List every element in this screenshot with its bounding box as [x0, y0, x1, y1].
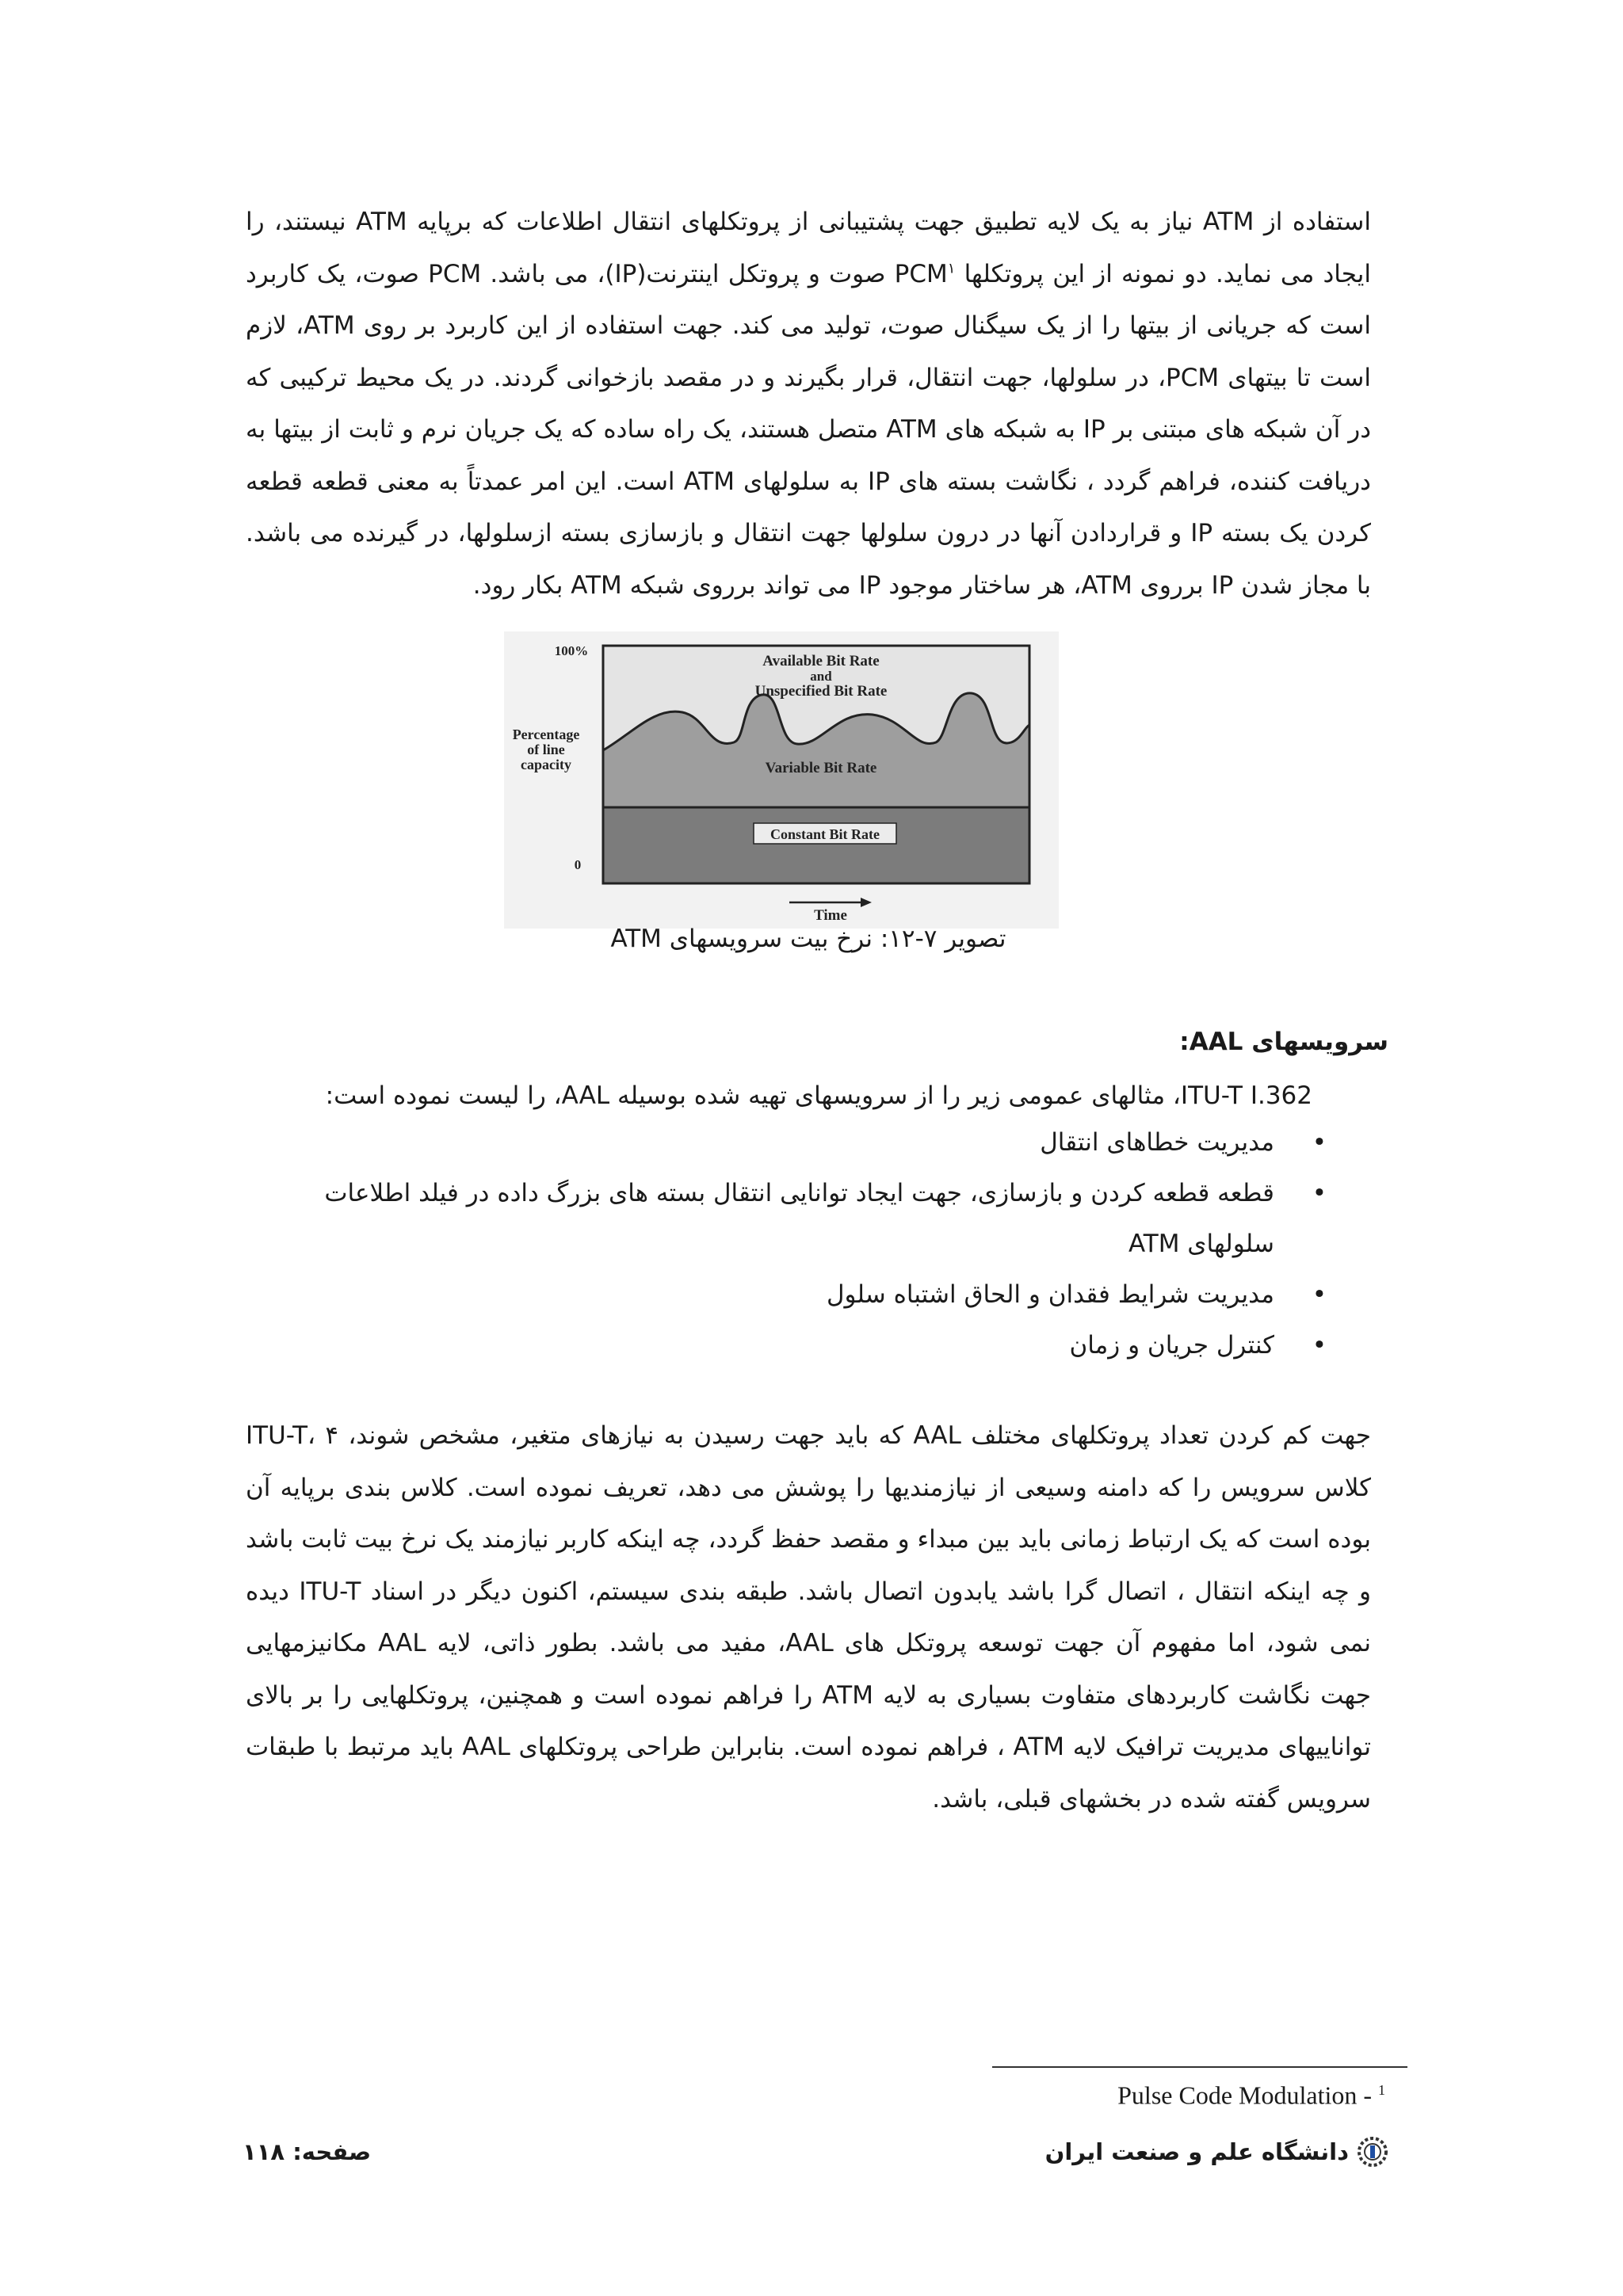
university-logo-icon — [1357, 2136, 1388, 2168]
y-axis-label-line2: of line — [527, 742, 565, 757]
list-item — [246, 1269, 1330, 1320]
aal-classes-paragraph: جهت کم کردن تعداد پروتکلهای مختلف AAL که باید جهت رسیدن به نیازهای متغیر، مشخص شوند، ITU-T، ۴ کلاس سرویس را که دامنه وسیعی از نیازمندیها را پوشش می دهد، تعریف نموده است. کلاس بندی برپایه آن بوده است که یک ارتباط زمانی باید بین مبداء و مقصد حفظ گردد، چه اینکه کاربر نیازمند یک نرخ بیت ثابت باشد و چه اینکه انتقال ، اتصال گرا باشد یابدون اتصال باشد. طبقه بندی سیستم، اکنون دیگر در اسناد ITU-T دیده نمی شود، اما مفهوم آن جهت توسعه پروتکل های AAL، مفید می باشد. بطور ذاتی، لایه AAL مکانیزمهایی جهت نگاشت کاربردهای متفاوت بسیاری به لایه ATM را فراهم نموده است و همچنین، پروتکلهایی را بر بالای تواناییهای مدیریت ترافیک لایه ATM ، فراهم نموده است. بنابراین طراحی پروتکلهای AAL باید مرتبط با طبقات سرویس گفته شده در بخشهای قبلی، باشد. — [246, 1421, 1371, 1814]
footnote-divider — [992, 2066, 1407, 2068]
paragraph-text-part1: استفاده از ATM نیاز به یک لایه تطبیق جهت پشتیبانی از پروتکلهای انتقال اطلاعات که برپایه ATM نیستند، را ایجاد می نماید. دو نمونه از این پروتکلها PCM — [246, 208, 1372, 288]
x-axis-label: Time — [814, 907, 847, 924]
aal-services-list — [246, 1117, 1330, 1371]
university-name: دانشگاه علم و صنعت ایران — [1044, 2138, 1349, 2165]
list-item-text: مدیریت خطاهای انتقال — [1040, 1128, 1274, 1157]
list-item — [246, 1320, 1330, 1371]
abr-label-line2: and — [810, 669, 832, 684]
abr-label-line3: Unspecified Bit Rate — [754, 683, 888, 700]
footer-university — [1045, 2134, 1388, 2170]
list-item — [246, 1117, 1330, 1168]
y-axis-bottom-label: 0 — [574, 857, 582, 872]
bullet-dot: • — [1312, 1128, 1327, 1157]
section-intro: ITU-T I.362، مثالهای عمومی زیر را از سرویسهای تهیه شده بوسیله AAL، را لیست نموده است: — [325, 1081, 1312, 1110]
intro-paragraph — [246, 196, 1371, 612]
atm-bit-rate-figure — [504, 631, 1059, 929]
paragraph-text-part2: صوت و پروتکل اینترنت(IP)، می باشد. PCM صوت، یک کاربرد است که جریانی از بیتها را از یک سیگنال صوت، تولید می کند. جهت استفاده از این کاربرد بر روی ATM، لازم است تا بیتهای PCM، در سلولها، جهت انتقال، قرار بگیرند و در مقصد بازخوانی گردند. در یک محیط ترکیبی که در آن شبکه های مبتنی بر IP به شبکه های ATM متصل هستند، یک راه ساده که یک جریان نرم و ثابت از بیتها به دریافت کننده، فراهم گردد ، نگاشت بسته های IP به سلولهای ATM است. این امر عمدتاً به معنی قطعه قطعه کردن یک بسته IP و قراردادن آنها در درون سلولها جهت انتقال و بازسازی بسته ازسلولها، در گیرنده می باشد. با مجاز شدن IP برروی ATM، هر ساختار موجود IP می تواند برروی شبکه ATM بکار رود. — [246, 259, 1372, 600]
section-heading: سرویسهای AAL: — [1179, 1028, 1388, 1056]
footnote-text: Pulse Code Modulation - — [1117, 2081, 1378, 2110]
y-axis-label-line1: Percentage — [512, 727, 580, 742]
footnote-ref[interactable]: ۱ — [947, 260, 956, 277]
abr-label-line1: Available Bit Rate — [762, 653, 880, 669]
y-axis-label-line3: capacity — [521, 757, 571, 772]
footnote-number: 1 — [1378, 2082, 1385, 2098]
bullet-dot: • — [1312, 1179, 1327, 1207]
page-number: صفحه: ۱۱۸ — [242, 2138, 372, 2165]
figure-caption: تصویر ۷-۱۲: نرخ بیت سرویسهای ATM — [610, 925, 1006, 953]
cbr-label: Constant Bit Rate — [770, 826, 880, 842]
list-item-text: قطعه قطعه کردن و بازسازی، جهت ایجاد توانایی انتقال بسته های بزرگ داده در فیلد اطلاعات سلولهای ATM — [324, 1179, 1274, 1258]
list-item-text: مدیریت شرایط فقدان و الحاق اشتباه سلول — [827, 1280, 1274, 1309]
bullet-dot: • — [1312, 1280, 1327, 1309]
bullet-dot: • — [1312, 1331, 1327, 1360]
constant-bit-rate-band — [603, 807, 1029, 883]
list-item — [246, 1168, 1330, 1269]
vbr-label: Variable Bit Rate — [765, 760, 877, 776]
list-item-text: کنترل جریان و زمان — [1069, 1331, 1274, 1360]
footnote — [1117, 2072, 1385, 2114]
y-axis-top-label: 100% — [554, 643, 589, 658]
